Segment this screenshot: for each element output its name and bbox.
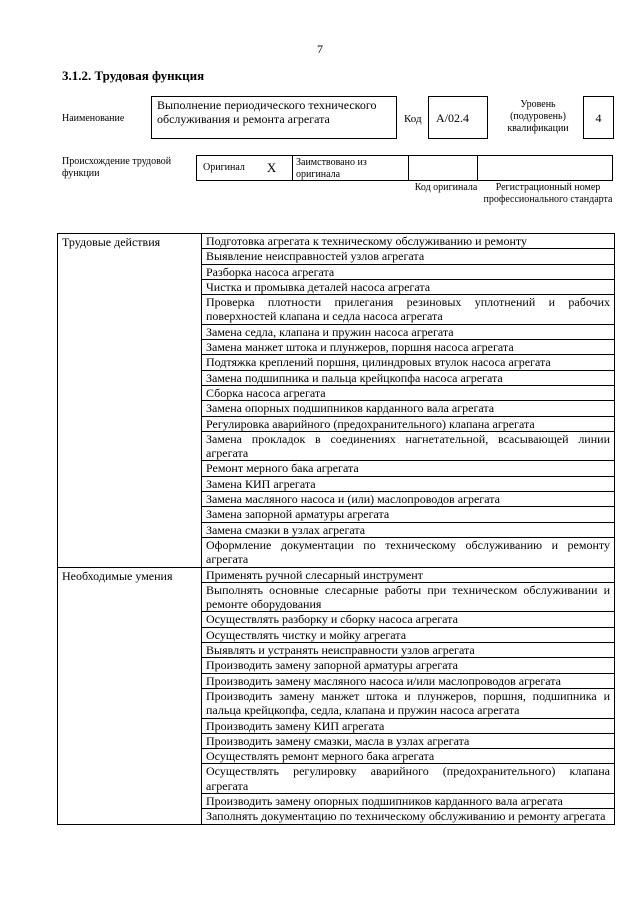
reg-number-cell — [477, 155, 613, 181]
labor-actions-item: Замена КИП агрегата — [202, 476, 615, 491]
function-name: Выполнение периодического технического обслуживания и ремонта агрегата — [151, 96, 397, 139]
origin-label: Происхождение трудовой функции — [62, 156, 172, 179]
page-number: 7 — [317, 42, 323, 56]
borrowed-label: Заимствовано из оригинала — [292, 155, 409, 181]
qualification-level: 4 — [583, 96, 614, 139]
labor-actions-item: Замена подшипника и пальца крейцкопфа насоса агрегата — [202, 370, 615, 385]
function-table — [57, 233, 615, 825]
reg-number-label: Регистрационный номер профессионального стандарта — [483, 182, 613, 205]
labor-actions-item: Замена опорных подшипников карданного вала агрегата — [202, 401, 615, 416]
labor-actions-item: Проверка плотности прилегания резиновых уплотнений и рабочих поверхностей клапана и седла насоса агрегата — [202, 295, 615, 325]
labor-actions-item: Замена манжет штока и плунжеров, поршня насоса агрегата — [202, 340, 615, 355]
skills-item: Выполнять основные слесарные работы при техническом обслуживании и ремонте оборудования — [202, 582, 615, 612]
code-original-cell — [408, 155, 478, 181]
skills-item: Осуществлять регулировку аварийного (предохранительного) клапана агрегата — [202, 764, 615, 794]
labor-actions-item: Сборка насоса агрегата — [202, 385, 615, 400]
table-row — [58, 567, 615, 582]
skills-item: Заполнять документацию по техническому обслуживанию и ремонту агрегата — [202, 809, 615, 824]
skills-item: Производить замену опорных подшипников карданного вала агрегата — [202, 793, 615, 808]
skills-item: Производить замену смазки, масла в узлах агрегата — [202, 733, 615, 748]
skills-item: Осуществлять ремонт мерного бака агрегата — [202, 749, 615, 764]
name-label: Наименование — [62, 113, 125, 124]
skills-item: Производить замену КИП агрегата — [202, 718, 615, 733]
labor-actions-item: Чистка и промывка деталей насоса агрегата — [202, 279, 615, 294]
code-label: Код — [404, 113, 422, 125]
original-label: Оригинал — [203, 162, 245, 173]
skills-item: Производить замену манжет штока и плунжеров, поршня, подшипника и пальца крейцкопфа, седла, клапана и пружин насоса агрегата — [202, 688, 615, 718]
labor-actions-item: Замена запорной арматуры агрегата — [202, 507, 615, 522]
code-original-label: Код оригинала — [414, 182, 478, 193]
labor-actions-item: Замена смазки в узлах агрегата — [202, 522, 615, 537]
labor-actions-item: Разборка насоса агрегата — [202, 264, 615, 279]
labor-actions-item: Замена седла, клапана и пружин насоса агрегата — [202, 324, 615, 339]
labor-actions-category: Трудовые действия — [58, 234, 202, 568]
original-cell — [196, 155, 293, 181]
skills-item: Осуществлять чистку и мойку агрегата — [202, 627, 615, 642]
origin-row — [197, 155, 615, 181]
labor-actions-item: Замена масляного насоса и (или) маслопроводов агрегата — [202, 492, 615, 507]
skills-item: Выявлять и устранять неисправности узлов агрегата — [202, 643, 615, 658]
skills-item: Применять ручной слесарный инструмент — [202, 567, 615, 582]
original-mark: X — [266, 160, 277, 175]
labor-actions-item: Подтяжка креплений поршня, цилиндровых втулок насоса агрегата — [202, 355, 615, 370]
function-code: А/02.4 — [428, 96, 488, 139]
skills-item: Производить замену запорной арматуры агрегата — [202, 658, 615, 673]
qualification-level-label: Уровень (подуровень) квалификации — [507, 99, 569, 134]
labor-actions-item: Выявление неисправностей узлов агрегата — [202, 249, 615, 264]
labor-actions-item: Оформление документации по техническому обслуживанию и ремонту агрегата — [202, 537, 615, 567]
labor-actions-item: Ремонт мерного бака агрегата — [202, 461, 615, 476]
labor-actions-item: Регулировка аварийного (предохранительного) клапана агрегата — [202, 416, 615, 431]
labor-actions-item: Подготовка агрегата к техническому обслуживанию и ремонту — [202, 234, 615, 249]
table-row — [58, 234, 615, 249]
skills-category: Необходимые умения — [58, 567, 202, 824]
skills-item: Осуществлять разборку и сборку насоса агрегата — [202, 612, 615, 627]
labor-actions-item: Замена прокладок в соединениях нагнетательной, всасывающей линии агрегата — [202, 431, 615, 461]
section-title: 3.1.2. Трудовая функция — [62, 68, 205, 83]
skills-item: Производить замену масляного насоса и/или маслопроводов агрегата — [202, 673, 615, 688]
